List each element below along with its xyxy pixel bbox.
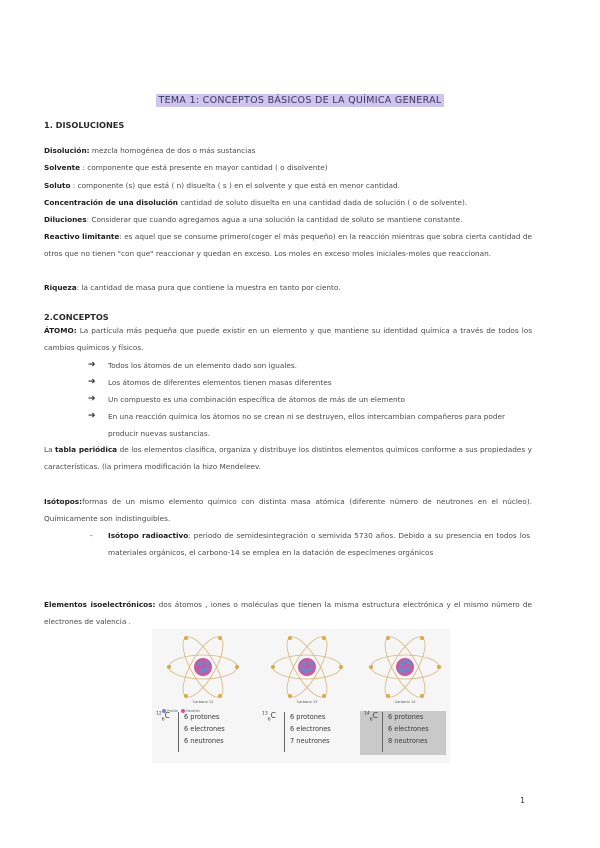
panel-caption: Carbono 14 — [394, 700, 416, 704]
term: Disolución: — [44, 146, 90, 155]
dash-bullet: - — [90, 531, 93, 540]
arrow-icon: ➔ — [88, 394, 96, 404]
definition-text: dos átomos , iones o moléculas que tienen la misma estructura electrónica y el mismo número de electrones de valencia . — [44, 600, 533, 626]
definition-text: : la cantidad de masa pura que contiene la muestra en tanto por ciento. — [76, 283, 341, 292]
isotope-composition: 6 protones 6 electrones 7 neutrones — [290, 713, 331, 745]
term: ÁTOMO: — [44, 326, 77, 335]
brace — [178, 712, 182, 752]
title-highlight: TEMA 1: CONCEPTOS BÁSICOS DE LA QUÍMICA GENERAL — [158, 95, 442, 106]
term: Isótopos: — [44, 497, 83, 506]
definition-riqueza — [44, 279, 532, 296]
definition-concentracion — [44, 194, 532, 211]
definition-text: : componente que está presente en mayor cantidad ( o disolvente) — [80, 163, 328, 172]
term: Solvente — [44, 163, 81, 172]
definition-disolucion — [44, 142, 532, 159]
term: Riqueza — [44, 283, 77, 292]
isotope-symbol: $^{14}_6$C — [364, 711, 378, 723]
term: Reactivo limitante — [44, 232, 120, 241]
atom-diagram — [158, 633, 248, 699]
brace — [284, 712, 288, 752]
isotope-composition: 6 protones 6 electrones 8 neutrones — [388, 713, 429, 745]
arrow-icon: ➔ — [88, 377, 96, 387]
list-item: ➔ Los átomos de diferentes elementos tienen masas diferentes — [88, 374, 528, 391]
definition-isoelectronicos — [44, 596, 532, 630]
panel-caption: Carbono 12 — [192, 700, 214, 704]
definition-text: La partícula más pequeña que puede existir en un elemento y que mantiene su identidad química a través de todos los cambios químicos y físicos. — [44, 326, 532, 352]
definition-text: : periodo de semidesintegración o semivida 5730 años. Debido a su presencia en todos los materiales orgánicos, el carbono-14 se emplea en la datación de especímenes orgánicos — [108, 531, 530, 557]
list-item — [88, 527, 530, 561]
page-number: 1 — [520, 796, 526, 805]
definition-text: : Considerar que cuando agregamos agua a una solución la cantidad de soluto se mantiene constante. — [86, 215, 463, 224]
term: Isótopo radioactivo — [108, 531, 189, 540]
term: Soluto — [44, 181, 71, 190]
definition-diluciones — [44, 211, 532, 228]
definition-reactivo-limitante — [44, 228, 532, 262]
section-heading-conceptos: 2.CONCEPTOS — [44, 312, 109, 322]
definition-solvente — [44, 159, 532, 176]
nucleus — [298, 658, 316, 676]
isotope-info-c12 — [156, 711, 250, 755]
term: Diluciones — [44, 215, 87, 224]
atom-diagram — [262, 633, 352, 699]
list-item: ➔ Todos los átomos de un elemento dado son iguales. — [88, 357, 528, 374]
isotope-info-c14 — [360, 711, 446, 755]
document-title — [0, 88, 600, 107]
definition-isotopos — [44, 493, 532, 527]
definition-text: cantidad de soluto disuelta en una cantidad dada de solución ( o de solvente). — [178, 198, 468, 207]
panel-legend: Protón Neutrón — [162, 709, 200, 713]
term: Concentración de una disolución — [44, 198, 178, 207]
nucleus — [194, 658, 212, 676]
isotope-composition: 6 protones 6 electrones 6 neutrones — [184, 713, 225, 745]
isotopo-radioactivo-list — [88, 527, 530, 561]
definition-text: : componente (s) que está ( n) disuelta ( s ) en el solvente y que está en menor cantidad. — [70, 181, 400, 190]
list-item: ➔ Un compuesto es una combinación específica de átomos de más de un elemento — [88, 391, 528, 408]
isotope-symbol: $^{12}_6$C — [156, 711, 170, 723]
isotope-symbol: $^{13}_6$C — [262, 711, 276, 723]
term: Elementos isoelectrónicos: — [44, 600, 156, 609]
definition-text: formas de un mismo elemento químico con distinta masa atómica (diferente número de neutrones en el núcleo). Químicamente son indistinguibles. — [44, 497, 532, 523]
section-heading-disoluciones: 1. DISOLUCIONES — [44, 120, 125, 130]
list-item: ➔ En una reacción química los átomos no se crean ni se destruyen, ellos intercambian compañeros para poder producir nuevas sustancias. — [88, 408, 528, 442]
arrow-icon: ➔ — [88, 360, 96, 370]
paragraph-tabla-periodica: La tabla periódica de los elementos clasifica, organiza y distribuye los distintos elementos químicos conforme a sus propiedades y características. (la primera modificación la hizo Mendeleev. — [44, 445, 532, 471]
definition-text: de los elementos clasifica, organiza y distribuye los distintos elementos químicos conforme a sus propiedades y características. (la primera modificación la hizo Mendeleev. — [44, 445, 532, 471]
atom-properties-list — [88, 357, 528, 442]
carbon-isotopes-figure — [152, 629, 450, 763]
atom-diagram — [360, 633, 450, 699]
brace — [382, 712, 386, 752]
definition-text: : es aquel que se consume primero(coger el más pequeño) en la reacción mientras que sobra cierta cantidad de otros que no tienen "con que" reaccionar y quedan en exceso. Los moles en exceso moles iniciales-moles que reaccionan. — [44, 232, 532, 258]
definition-soluto — [44, 177, 532, 194]
definition-text: mezcla homogénea de dos o más sustancias — [89, 146, 256, 155]
arrow-icon: ➔ — [88, 411, 96, 421]
term: tabla periódica — [55, 445, 118, 454]
panel-caption: Carbono 13 — [296, 700, 318, 704]
definition-atomo — [44, 322, 532, 356]
isotope-info-c13 — [262, 711, 352, 755]
